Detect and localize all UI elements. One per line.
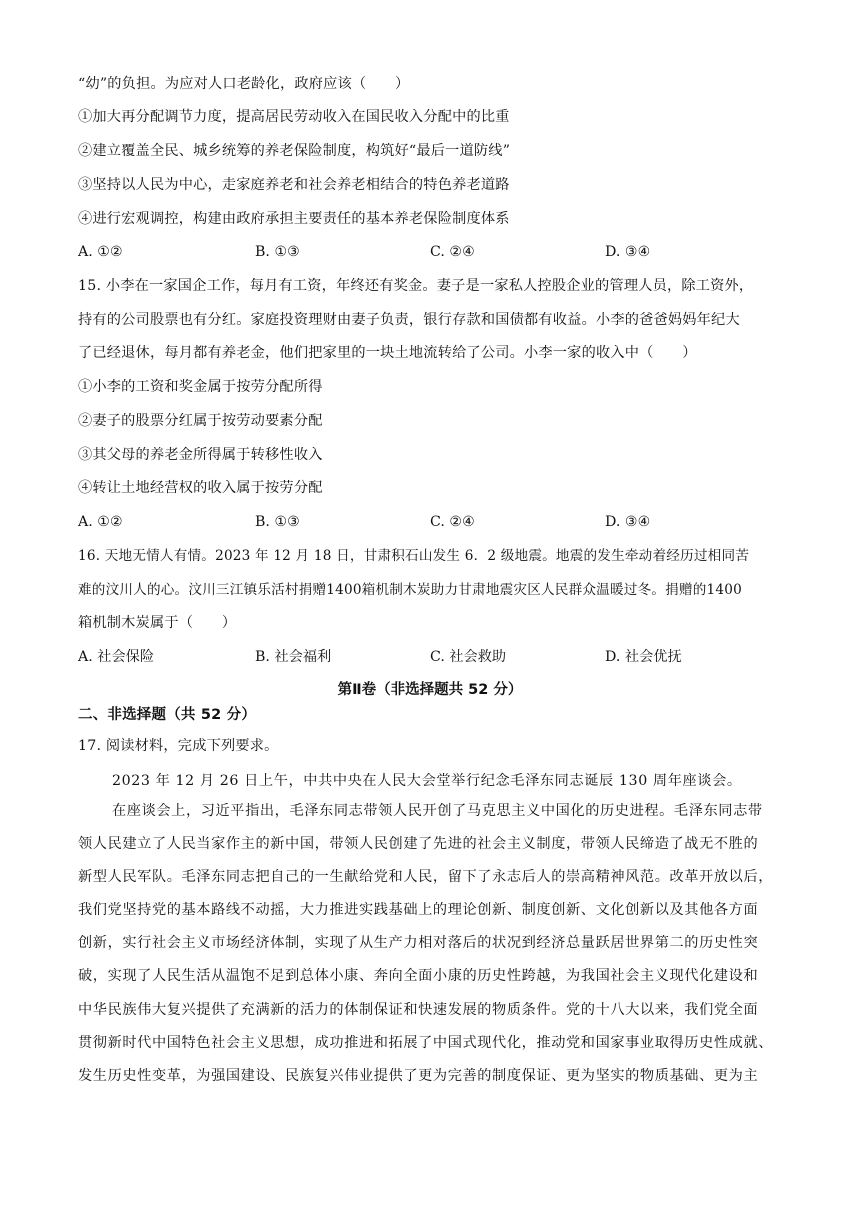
q16-options bbox=[78, 647, 778, 667]
q15-option-a: A. ①② bbox=[78, 514, 123, 530]
q16-stem-line-2: 难的汶川人的心。汶川三江镇乐活村捐赠1400箱机制木炭助力甘肃地震灾区人民群众温暖过冬。捐赠的1400 bbox=[78, 582, 742, 598]
q17-material-line-8: 中华民族伟大复兴提供了充满新的活力的体制保证和快速发展的物质条件。党的十八大以来，我们党全面 bbox=[78, 1002, 759, 1018]
q14-item-1: ①加大再分配调节力度，提高居民劳动收入在国民收入分配中的比重 bbox=[78, 109, 510, 125]
q15-item-2: ②妻子的股票分红属于按劳动要素分配 bbox=[78, 413, 323, 429]
q16-option-d: D. 社会优抚 bbox=[605, 649, 682, 665]
q14-option-a: A. ①② bbox=[78, 244, 123, 260]
q16-stem-line-3: 箱机制木炭属于（ ） bbox=[78, 615, 237, 631]
q14-item-3: ③坚持以人民为中心，走家庭养老和社会养老相结合的特色养老道路 bbox=[78, 177, 510, 193]
q17-material-line-9: 贯彻新时代中国特色社会主义思想，成功推进和拓展了中国式现代化，推动党和国家事业取得历史性成就、 bbox=[78, 1035, 774, 1051]
q14-stem-continuation: “幼”的负担。为应对人口老龄化，政府应该（ ） bbox=[78, 76, 410, 92]
q17-stem: 17. 阅读材料，完成下列要求。 bbox=[78, 738, 279, 754]
q15-item-4: ④转让土地经营权的收入属于按劳分配 bbox=[78, 480, 323, 496]
q14-option-c: C. ②④ bbox=[430, 244, 475, 260]
q17-material-line-10: 发生历史性变革，为强国建设、民族复兴伟业提供了更为完善的制度保证、更为坚实的物质基础、更为主 bbox=[78, 1068, 759, 1084]
q15-option-c: C. ②④ bbox=[430, 514, 475, 530]
q17-material-line-2: 在座谈会上，习近平指出，毛泽东同志带领人民开创了马克思主义中国化的历史进程。毛泽东同志带 bbox=[112, 803, 763, 819]
q14-options bbox=[78, 242, 778, 262]
q15-options bbox=[78, 512, 778, 532]
q16-option-c: C. 社会救助 bbox=[430, 649, 507, 665]
q17-material-line-4: 新型人民军队。毛泽东同志把自己的一生献给党和人民，留下了永志后人的崇高精神风范。改革开放以后， bbox=[78, 869, 774, 885]
q14-item-4: ④进行宏观调控，构建由政府承担主要责任的基本养老保险制度体系 bbox=[78, 211, 510, 227]
q15-stem-line-2: 持有的公司股票也有分红。家庭投资理财由妻子负责，银行存款和国债都有收益。小李的爸爸妈妈年纪大 bbox=[78, 312, 740, 328]
q17-material-line-5: 我们党坚持党的基本路线不动摇，大力推进实践基础上的理论创新、制度创新、文化创新以及其他各方面 bbox=[78, 902, 759, 918]
q15-stem-line-3: 了已经退休，每月都有养老金，他们把家里的一块土地流转给了公司。小李一家的收入中（ ） bbox=[78, 345, 697, 361]
q17-material-line-1: 2023 年 12 月 26 日上午，中共中央在人民大会堂举行纪念毛泽东同志诞辰 130 周年座谈会。 bbox=[112, 773, 742, 789]
q16-option-b: B. 社会福利 bbox=[255, 649, 332, 665]
q14-option-d: D. ③④ bbox=[605, 244, 651, 260]
q16-option-a: A. 社会保险 bbox=[78, 649, 155, 665]
q17-material-line-6: 创新，实行社会主义市场经济体制，实现了从生产力相对落后的状况到经济总量跃居世界第二的历史性突 bbox=[78, 935, 759, 951]
q15-option-d: D. ③④ bbox=[605, 514, 651, 530]
q15-item-3: ③其父母的养老金所得属于转移性收入 bbox=[78, 447, 323, 463]
section-2-heading: 二、非选择题（共 52 分） bbox=[78, 707, 257, 723]
q17-material-line-7: 破，实现了人民生活从温饱不足到总体小康、奔向全面小康的历史性跨越，为我国社会主义现代化建设和 bbox=[78, 968, 759, 984]
q14-option-b: B. ①③ bbox=[255, 244, 300, 260]
q17-material-line-3: 领人民建立了人民当家作主的新中国，带领人民创建了先进的社会主义制度，带领人民缔造了战无不胜的 bbox=[78, 836, 759, 852]
q15-item-1: ①小李的工资和奖金属于按劳分配所得 bbox=[78, 379, 323, 395]
q15-stem-line-1: 15. 小李在一家国企工作，每月有工资，年终还有奖金。妻子是一家私人控股企业的管理人员，除工资外， bbox=[78, 278, 754, 294]
part-2-title: 第Ⅱ卷（非选择题共 52 分） bbox=[337, 682, 523, 698]
q16-stem-line-1: 16. 天地无情人有情。2023 年 12 月 18 日，甘肃积石山发生 6．2 级地震。地震的发生牵动着经历过相同苦 bbox=[78, 548, 750, 564]
q14-item-2: ②建立覆盖全民、城乡统筹的养老保险制度，构筑好“最后一道防线” bbox=[78, 143, 511, 159]
q15-option-b: B. ①③ bbox=[255, 514, 300, 530]
